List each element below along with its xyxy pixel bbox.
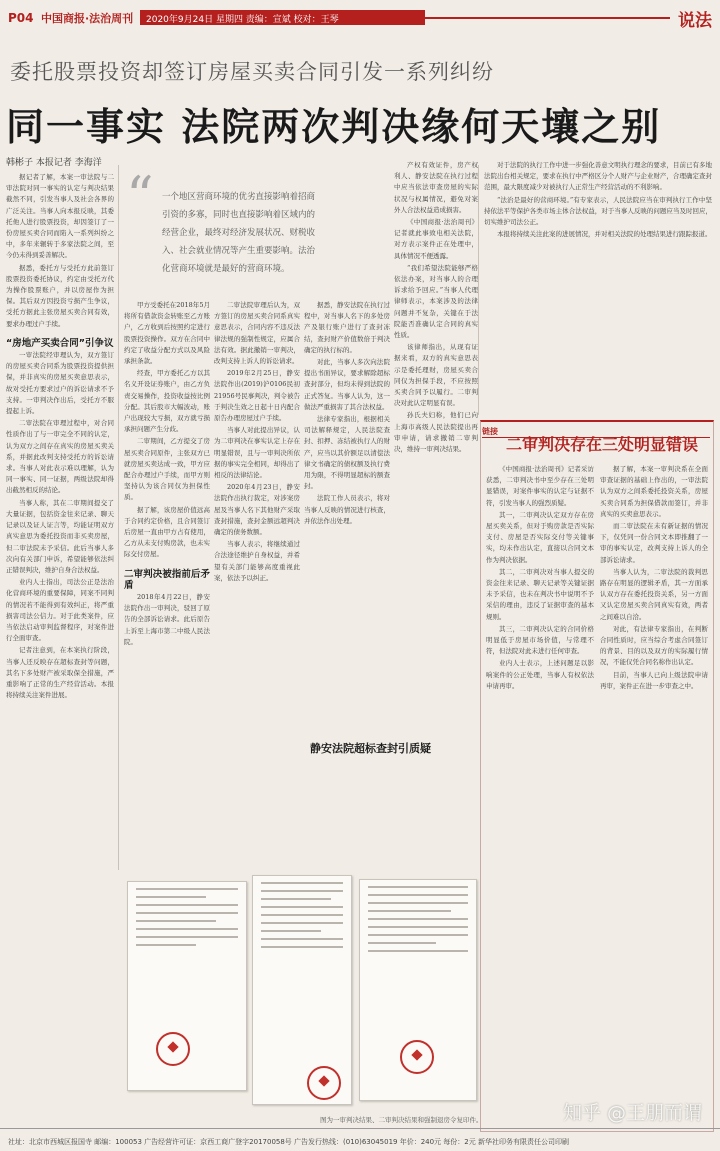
- issue-info: 2020年9月24日 星期四 责编：宣斌 校对：王琴: [140, 10, 425, 25]
- subhead-1: “房地产买卖合同”引争议: [6, 337, 114, 349]
- publication-name: 中国商报·法治周刊: [41, 12, 134, 25]
- article-column-6: 对于法院的执行工作中进一步强化善意文明执行理念的要求，目前已有多地法院出台相关规定，要求在执行中严格区分个人财产与企业财产，合理确定查封范围，最大限度减少对被执行人正常生产经营活动的不利影响。 “法治是最好的营商环境。”有专家表示，人民法院应当在审判执行工作中坚持依法平等保护各类市场主体合法权益，对于当事人反映的问题应当及时回应，切实维护司法公正。 本报将持续关注此案的进展情况，并对相关法院的处理结果进行跟踪报道。: [484, 161, 712, 239]
- sidebar-column-1: 《中国商报·法治周刊》记者采访获悉，二审判决书中至少存在三处明显错误，对案件事实的认定与证据不符，引发当事人的强烈质疑。 其一，二审判决认定双方存在房屋买卖关系，但对于购房款是否实际支付、房屋是否实际交付等关键事实，均未作出认定，直接以合同文本作为判决依据。 其二，二审判决对当事人提交的资金往来记录、聊天记录等关键证据未予采信，也未在判决书中说明不予采信的理由，违反了证据审查的基本规则。 其三，二审判决认定的合同价格明显低于房屋市场价值，与常理不符，但法院对此未进行任何审查。 业内人士表示，上述问题足以影响案件的公正处理，当事人有权依法申请再审。: [486, 465, 594, 690]
- court-seal-icon: [156, 1032, 190, 1066]
- column-divider: [478, 165, 479, 415]
- watermark: 知乎 @王朋而谓: [562, 1102, 702, 1124]
- subhead-3: 静安法院超标查封引质疑: [310, 742, 431, 755]
- article-byline: 韩彬子 本报记者 李海洋: [6, 158, 102, 168]
- photo-caption: 图为一审判决结果、二审判决结果和强制退房令复印件。: [320, 1116, 483, 1124]
- article-headline: 同一事实 法院两次判决缘何天壤之别: [6, 104, 662, 149]
- sidebar-headline: 二审判决存在三处明显错误: [506, 435, 699, 454]
- header-rule: [425, 17, 670, 19]
- masthead: [0, 0, 720, 34]
- court-seal-icon: [307, 1066, 341, 1100]
- article-column-4: 据悉，静安法院在执行过程中，对当事人名下的多处房产及银行账户进行了查封冻结，查封财产价值数倍于判决确定的执行标的。 对此，当事人多次向法院提出书面异议，要求解除超标查封部分，但均未得到法院的正式答复。当事人认为，这一做法严重损害了其合法权益。 法律专家指出，根据相关司法解释规定，人民法院查封、扣押、冻结被执行人的财产，应当以其价额足以清偿法律文书确定的债权额及执行费用为限，不得明显超标的额查封。 法院工作人员表示，将对当事人反映的情况进行核查，并依法作出处理。: [304, 301, 390, 525]
- pull-quote: [122, 165, 330, 298]
- judgment-document-3: [359, 879, 477, 1101]
- section-title: 说法: [678, 11, 712, 31]
- page-footer: 社址：北京市西城区报国寺 邮编：100053 广告经营许可证：京西工商广登字20170058号 广告发行热线：(010)63045019 年价：240元 每份：2元 新华社印务有限责任公司印刷: [0, 1128, 720, 1151]
- column-divider: [118, 165, 119, 870]
- article-kicker: 委托股票投资却签订房屋买卖合同引发一系列纠纷: [10, 60, 494, 84]
- article-column-5: 产权有效证件，房产权利人、静安法院在执行过程中应当依法审查房屋的实际状况与权属情况，避免对案外人合法权益造成损害。 《中国商报·法治周刊》记者就此事致电相关法院，对方表示案件正在处理中，具体情况不便透露。 “我们希望法院能够严格依法办案，对当事人的合理诉求给予回应。”当事人代理律师表示，本案涉及的法律问题并不复杂，关键在于法院能否准确认定合同的真实性质。 该律师指出，从现有证据来看，双方的真实意思表示是委托理财，房屋买卖合同仅为担保手段，不应按照买卖合同予以履行。二审判决对此认定明显有误。 孙氏夫妇称，他们已向上海市高级人民法院提出再审申请，请求撤销二审判决，维持一审判决结果。: [394, 161, 478, 454]
- article-column-3: 二审法院审理后认为，双方签订的房屋买卖合同系真实意思表示，合同内容不违反法律法规的强制性规定，应属合法有效。据此撤销一审判决，改判支持上诉人的诉讼请求。 2019年2月25日，静安法院作出(2019)沪0106民初21956号民事判决，判令被告于判决生效之日起十日内配合原告办理房屋过户手续。 当事人对此提出异议，认为二审判决在事实认定上存在明显错误，且与一审判决所依据的事实完全相同，却得出了相反的法律结论。 2020年4月23日，静安法院作出执行裁定，对涉案房屋及当事人名下其他财产采取查封措施，查封金额远超判决确定的债务数额。 当事人表示，将继续通过合法途径维护自身权益，并希望有关部门能够高度重视此案，依法予以纠正。: [214, 301, 300, 582]
- article-column-2: 甲方受委托在2018年5月将所有借款资金转账至乙方账户，乙方收到后按照约定进行股票投资操作。双方在合同中约定了收益分配方式以及风险承担条款。 经查，甲方委托乙方以其名义开设证券账户，由乙方负责交易操作，投资收益按比例分配。其后股市大幅波动，账户出现较大亏损，双方就亏损承担问题产生分歧。 二审期间，乙方提交了房屋买卖合同原件，主张双方已就房屋买卖达成一致，甲方应配合办理过户手续，而甲方则坚持认为该合同仅为担保性质。 据了解，该房屋价值远高于合同约定价格，且合同签订后房屋一直由甲方占有使用，乙方从未支付购房款，也未实际交付房屋。 二审判决被指前后矛盾 2018年4月22日，静安法院作出一审判决，驳回了原告的全部诉讼请求。此后原告上诉至上海市第二中级人民法院。: [124, 301, 210, 646]
- subhead-2: 二审判决被指前后矛盾: [124, 568, 210, 591]
- article-column-1: 据记者了解，本案一审法院与二审法院对同一事实的认定与判决结果截然不同，引发当事人及社会各界的广泛关注。当事人向本报反映，其委托他人进行股票投资，却因签订了一份房屋买卖合同而陷入一系列纠纷之中，多年来辗转于多家法院之间，至今仍未得到妥善解决。 据悉，委托方与受托方此前签订股票投资委托协议，约定由受托方代为操作股票账户，并以房屋作为担保。其后双方因投资亏损产生争议，受托方据此主张房屋买卖合同有效，要求办理过户手续。 “房地产买卖合同”引争议 一审法院经审理认为，双方签订的房屋买卖合同系为股票投资提供担保，并非真实的房屋买卖意思表示，故对受托方要求过户的诉讼请求不予支持。一审判决作出后，受托方不服提起上诉。 二审法院在审理过程中，对合同性质作出了与一审完全不同的认定，认为双方之间存在真实的房屋买卖关系，并据此改判支持受托方的诉讼请求。当事人对此表示难以理解，认为同一事实、同一证据，两级法院却得出截然相反的结论。 当事人称，其在二审期间提交了大量证据，包括资金往来记录、聊天记录以及证人证言等，均能证明双方真实意思为委托投资而非买卖房屋，但二审法院未予采信。此后当事人多次向有关部门申诉，希望能够依法纠正错误判决，维护自身合法权益。 业内人士指出，司法公正是法治化营商环境的重要保障，同案不同判的情况若不能得到有效纠正，将严重损害司法公信力。对于此类案件，应当依法启动审判监督程序，对案件进行全面审查。 记者注意到，在本案执行阶段，当事人还反映存在超标查封等问题，其名下多处财产被采取保全措施，严重影响了正常的生产经营活动。本报将持续关注案件进展。: [6, 173, 114, 700]
- pull-quote-text: 一个地区营商环境的优劣直接影响着招商引资的多寡，同时也直接影响着区域内的经营企业，最终对经济发展状况、财税收入、社会就业情况等产生重要影响。法治化营商环境就是最好的营商环境。: [162, 192, 316, 274]
- quote-mark-icon: “: [126, 165, 154, 228]
- page-number: P04: [8, 11, 34, 25]
- sidebar-column-2: 据了解，本案一审判决系在全面审查证据的基础上作出的，一审法院认为双方之间系委托投资关系，房屋买卖合同系为担保借款而签订，并非真实的买卖意思表示。 而二审法院在未有新证据的情况下，仅凭同一份合同文本即推翻了一审的事实认定，改判支持上诉人的全部诉讼请求。 当事人认为，二审法院的裁判思路存在明显的逻辑矛盾，其一方面承认双方存在委托投资关系，另一方面又认定房屋买卖合同真实有效，两者之间难以自洽。 对此，有法律专家指出，在判断合同性质时，应当综合考虑合同签订的背景、目的以及双方的实际履行情况，不能仅凭合同名称作出认定。 目前，当事人已向上级法院申请再审，案件正在进一步审查之中。: [600, 465, 708, 690]
- judgment-document-2: [252, 875, 352, 1105]
- judgment-document-1: [127, 881, 247, 1091]
- sidebar-tag: 链接: [482, 426, 710, 438]
- document-photos: [127, 875, 477, 1115]
- court-seal-icon: [400, 1040, 434, 1074]
